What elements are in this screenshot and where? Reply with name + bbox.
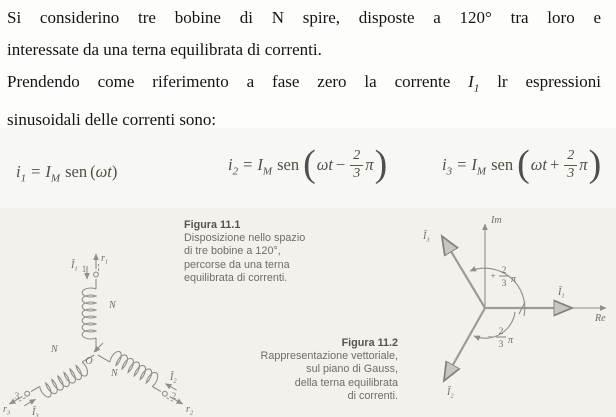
center-o-label: O — [85, 356, 93, 367]
svg-text:3: 3 — [498, 340, 504, 350]
svg-text:2: 2 — [498, 327, 504, 337]
paragraph-text: lr espressioni — [479, 72, 601, 91]
r2-label: $r_2$ — [186, 404, 194, 417]
i3-arrow — [24, 399, 35, 406]
i3-vector-label: $Ī_3$ — [423, 231, 430, 244]
paragraph-line: Si considerino tre bobine di N spire, disposte a 120° tra loro e — [7, 8, 601, 27]
i2-label: $Ī_2$ — [170, 372, 177, 385]
im-axis-label: Im — [491, 215, 502, 226]
terminal-2-label: 2 — [171, 391, 177, 401]
vector-i3 — [443, 238, 485, 308]
fig1-caption-line: di tre bobine a 120°, — [184, 245, 281, 258]
i3-label: $Ī_3$ — [32, 407, 39, 417]
svg-text:−: − — [487, 333, 493, 343]
vector-i2 — [445, 308, 485, 379]
figure-11-1-diagram — [2, 212, 202, 417]
turns-n1-label: N — [109, 300, 116, 311]
paragraph-line — [7, 66, 601, 104]
svg-text:3: 3 — [501, 279, 507, 289]
turns-n3-label: N — [51, 344, 58, 355]
fig2-caption-title: Figura 11.2 — [341, 337, 398, 349]
center-flux-arrow — [94, 343, 103, 352]
i2-vector-label: $Ī_2$ — [447, 387, 454, 400]
svg-text:2: 2 — [501, 266, 507, 276]
turns-n2-label: N — [111, 368, 118, 379]
fig1-caption-line: Disposizione nello spazio — [184, 232, 306, 245]
fig2-caption-line: di correnti. — [347, 389, 398, 402]
fig2-caption-line: Rappresentazione vettoriale, — [260, 350, 398, 363]
r1-label: $r_1$ — [101, 253, 109, 266]
fig1-caption-line: percorse da una terna — [184, 258, 290, 271]
terminal-3-label: 3 — [14, 391, 20, 401]
paragraph-line: interessate da una terna equilibrata di correnti. — [7, 40, 322, 59]
figure-11-2-diagram — [404, 210, 614, 417]
formula-i3: $i_3 = I_M$ sen (ωt + $\frac{2}{3}$ π) — [442, 143, 602, 186]
r3-label: $r_3$ — [3, 404, 11, 417]
fig2-caption-line: sul piano di Gauss, — [306, 363, 398, 376]
paragraph-text: Prendendo come riferimento a fase zero la corrente — [7, 72, 469, 91]
current-symbol: $I_1$ — [468, 72, 480, 95]
fig1-caption-title: Figura 11.1 — [184, 219, 241, 231]
i1-label: $Ī_1$ — [71, 260, 78, 273]
minus-angle-label — [487, 327, 514, 350]
svg-text:+: + — [490, 272, 496, 282]
svg-text:π: π — [511, 274, 517, 285]
terminal-1-label: 1 — [81, 264, 87, 274]
fig1-caption — [184, 219, 326, 285]
fig2-caption-line: della terna equilibrata — [294, 376, 398, 389]
fig2-caption — [244, 337, 398, 403]
i1-vector-label: $Ī_1$ — [558, 287, 565, 300]
text-block — [7, 2, 601, 136]
formula-i1: $i_1 = I_M$ sen (ωt) — [16, 162, 118, 185]
re-axis-label: Re — [595, 313, 606, 324]
paragraph-line: sinusoidali delle correnti sono: — [7, 110, 217, 130]
formula-i2: $i_2 = I_M$ sen (ωt − $\frac{2}{3}$ π) — [228, 143, 388, 186]
fig1-caption-line: equilibrata di correnti. — [184, 271, 288, 284]
i2-arrow — [165, 384, 176, 391]
svg-text:π: π — [508, 335, 514, 346]
